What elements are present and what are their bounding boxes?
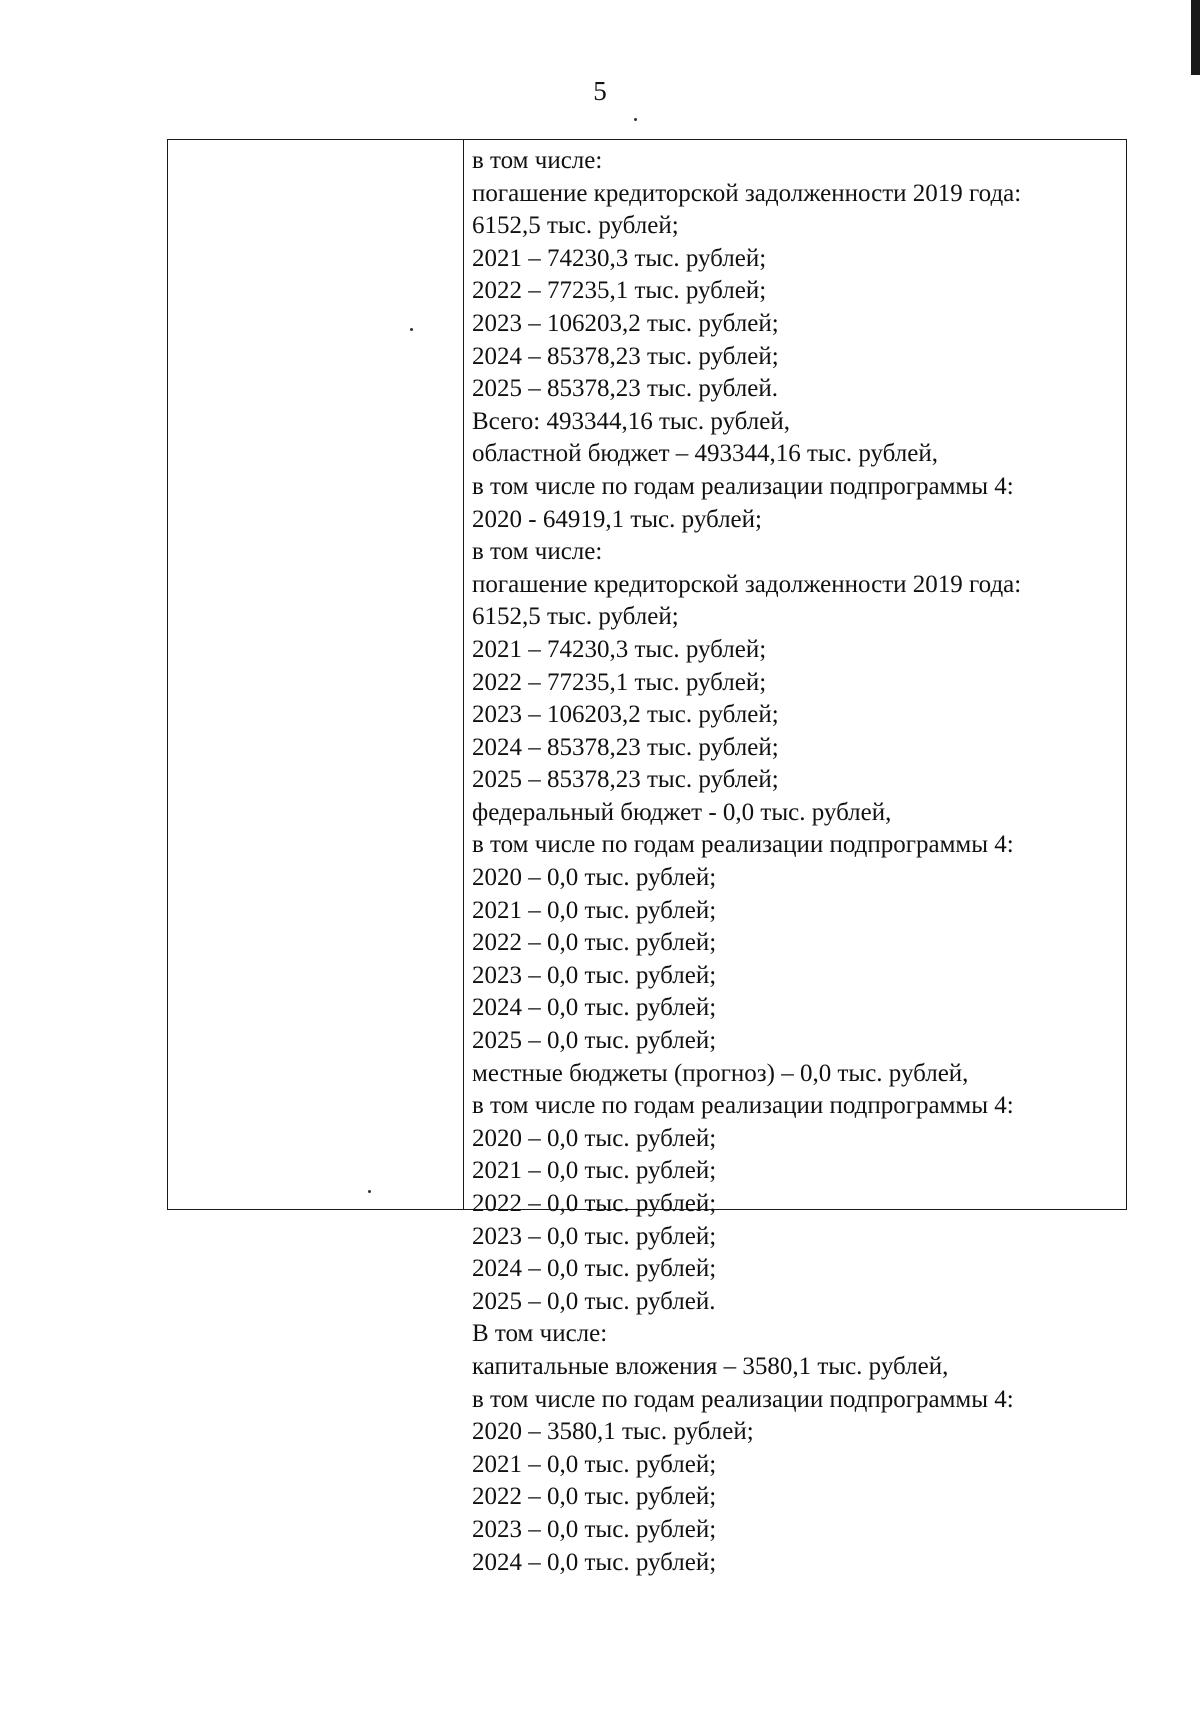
text-line: 2024 – 0,0 тыс. рублей; xyxy=(472,1548,717,1576)
text-line: 2024 – 0,0 тыс. рублей; xyxy=(472,994,717,1022)
text-line: капитальные вложения – 3580,1 тыс. рублей, xyxy=(472,1352,949,1380)
scan-edge-mark xyxy=(1191,0,1200,75)
text-line: 2023 – 106203,2 тыс. рублей; xyxy=(472,701,779,729)
text-line: 2022 – 77235,1 тыс. рублей; xyxy=(472,277,767,305)
text-line: в том числе: xyxy=(472,538,603,566)
scan-speck xyxy=(410,328,413,331)
document-table xyxy=(167,139,1127,1576)
text-line: погашение кредиторской задолженности 2019 года: xyxy=(472,179,1022,207)
text-line: 2023 – 0,0 тыс. рублей; xyxy=(472,961,717,989)
text-line: 2022 – 0,0 тыс. рублей; xyxy=(472,1483,717,1511)
text-line: Всего: 493344,16 тыс. рублей, xyxy=(472,407,790,435)
text-line: 2023 – 106203,2 тыс. рублей; xyxy=(472,309,779,337)
text-line: местные бюджеты (прогноз) – 0,0 тыс. рублей, xyxy=(472,1059,969,1087)
table-left-cell xyxy=(168,140,464,1209)
text-line: 2022 – 0,0 тыс. рублей; xyxy=(472,929,717,957)
text-line: 2024 – 0,0 тыс. рублей; xyxy=(472,1255,717,1283)
text-line: 2021 – 74230,3 тыс. рублей; xyxy=(472,635,767,663)
text-line: 2020 - 64919,1 тыс. рублей; xyxy=(472,505,762,533)
text-line: 2025 – 85378,23 тыс. рублей; xyxy=(472,766,779,794)
text-line: в том числе по годам реализации подпрограммы 4: xyxy=(472,1385,1014,1413)
text-line: 2020 – 0,0 тыс. рублей; xyxy=(472,1124,717,1152)
text-line: 2021 – 0,0 тыс. рублей; xyxy=(472,1157,717,1185)
text-line: 2022 – 77235,1 тыс. рублей; xyxy=(472,668,767,696)
text-line: погашение кредиторской задолженности 2019 года: xyxy=(472,570,1022,598)
text-line: федеральный бюджет - 0,0 тыс. рублей, xyxy=(472,798,892,826)
text-line: 2020 – 0,0 тыс. рублей; xyxy=(472,864,717,892)
scan-speck xyxy=(368,1190,371,1193)
text-line: областной бюджет – 493344,16 тыс. рублей, xyxy=(472,440,938,468)
text-line: в том числе по годам реализации подпрограммы 4: xyxy=(472,1092,1014,1120)
text-line: 2023 – 0,0 тыс. рублей; xyxy=(472,1222,717,1250)
text-line: 6152,5 тыс. рублей; xyxy=(472,212,679,240)
text-line: 2021 – 0,0 тыс. рублей; xyxy=(472,896,717,924)
text-line: 2021 – 74230,3 тыс. рублей; xyxy=(472,244,767,272)
text-line: в том числе: xyxy=(472,147,603,174)
text-line: в том числе по годам реализации подпрограммы 4: xyxy=(472,472,1014,500)
text-line: 2021 – 0,0 тыс. рублей; xyxy=(472,1450,717,1478)
text-line: в том числе по годам реализации подпрограммы 4: xyxy=(472,831,1014,859)
text-line: 2025 – 85378,23 тыс. рублей. xyxy=(472,375,778,403)
text-line: 2025 – 0,0 тыс. рублей. xyxy=(472,1287,716,1315)
page-number: 5 xyxy=(593,76,607,106)
text-line: В том числе: xyxy=(472,1320,608,1348)
scan-speck xyxy=(634,118,637,121)
text-line: 2022 – 0,0 тыс. рублей; xyxy=(472,1190,717,1217)
text-line: 2024 – 85378,23 тыс. рублей; xyxy=(472,342,779,370)
text-line: 6152,5 тыс. рублей; xyxy=(472,603,679,631)
table-right-cell xyxy=(464,140,1126,1576)
text-line: 2020 – 3580,1 тыс. рублей; xyxy=(472,1418,754,1446)
text-line: 2023 – 0,0 тыс. рублей; xyxy=(472,1515,717,1543)
text-line: 2024 – 85378,23 тыс. рублей; xyxy=(472,733,779,761)
text-line: 2025 – 0,0 тыс. рублей; xyxy=(472,1027,717,1055)
